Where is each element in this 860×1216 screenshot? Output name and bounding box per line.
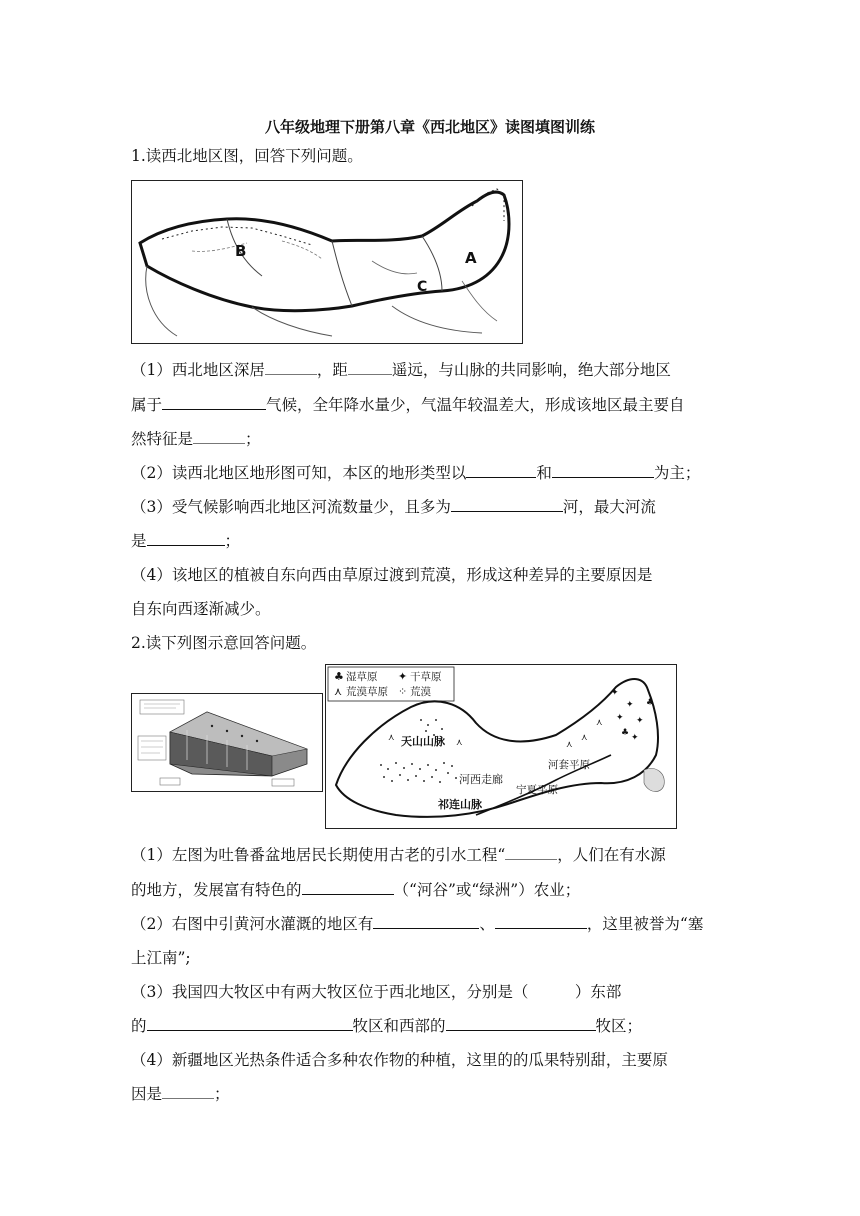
label-hetao-plain: 河套平原 bbox=[548, 759, 590, 771]
legend-desert-steppe: 荒漠草原 bbox=[346, 686, 388, 698]
legend-wet-steppe: 湿草原 bbox=[346, 671, 378, 683]
q2-p3-line2: 的 牧区和西部的 牧区； bbox=[131, 1017, 643, 1035]
svg-text:⁘: ⁘ bbox=[398, 685, 408, 698]
svg-text:✦: ✦ bbox=[616, 713, 624, 723]
blank-karez[interactable] bbox=[505, 845, 557, 860]
svg-text:⋏: ⋏ bbox=[388, 733, 395, 743]
blank-feature[interactable] bbox=[193, 429, 245, 444]
map-label-c: C bbox=[417, 279, 428, 295]
vegetation-map-drawing bbox=[326, 665, 676, 828]
svg-text:✦: ✦ bbox=[626, 700, 634, 710]
northwest-map bbox=[131, 180, 523, 344]
svg-text:♣: ♣ bbox=[646, 698, 655, 708]
q1-p4-line2: 自东向西逐渐减少。 bbox=[131, 600, 271, 618]
q2-p1-line2: 的地方，发展富有特色的 （“河谷”或“绿洲”）农业； bbox=[131, 881, 581, 899]
q2-p3-line1: （3）我国四大牧区中有两大牧区位于西北地区，分别是（ ）东部 bbox=[131, 983, 622, 1001]
map-label-a: A bbox=[465, 249, 477, 267]
label-hexi-corridor: 河西走廊 bbox=[459, 773, 503, 786]
blank-pasture-east[interactable] bbox=[147, 1016, 353, 1031]
q1-heading: 1.读西北地区图，回答下列问题。 bbox=[131, 147, 363, 165]
blank-terrain-1[interactable] bbox=[466, 463, 536, 478]
blank-melon-reason[interactable] bbox=[162, 1084, 214, 1099]
label-qilian: 祁连山脉 bbox=[438, 798, 482, 811]
q1-p3-line1: （3）受气候影响西北地区河流数量少，且多为 河，最大河流 bbox=[131, 498, 656, 516]
label-tianshan: 天山山脉 bbox=[401, 735, 445, 748]
q1-p4-line1: （4）该地区的植被自东向西由草原过渡到荒漠，形成这种差异的主要原因是 bbox=[131, 566, 653, 584]
svg-text:✦: ✦ bbox=[611, 688, 619, 698]
svg-text:♣: ♣ bbox=[621, 728, 630, 738]
q1-p3-line2: 是 ； bbox=[131, 532, 241, 550]
karez-diagram-drawing bbox=[132, 694, 322, 791]
blank-location[interactable] bbox=[265, 360, 317, 375]
q2-p2-line2: 上江南”; bbox=[131, 949, 191, 967]
blank-river-type[interactable] bbox=[451, 497, 563, 512]
svg-text:✦: ✦ bbox=[398, 670, 408, 683]
svg-text:✦: ✦ bbox=[631, 733, 639, 743]
map-label-b: B bbox=[235, 242, 247, 260]
svg-text:⋏: ⋏ bbox=[456, 738, 463, 748]
blank-largest-river[interactable] bbox=[147, 531, 225, 546]
svg-text:⋏: ⋏ bbox=[596, 718, 603, 728]
q2-p1-line1: （1）左图为吐鲁番盆地居民长期使用古老的引水工程“ ，人们在有水源 bbox=[131, 846, 666, 864]
blank-ocean[interactable] bbox=[348, 360, 392, 375]
q2-p2-line1: （2）右图中引黄河水灌溉的地区有 、 ，这里被誉为“塞 bbox=[131, 915, 704, 933]
q1-p1-line3: 然特征是 ； bbox=[131, 430, 261, 448]
blank-irrigation-1[interactable] bbox=[373, 914, 479, 929]
northwest-map-drawing bbox=[132, 181, 522, 343]
svg-text:⋏: ⋏ bbox=[334, 685, 343, 698]
page-title: 八年级地理下册第八章《西北地区》读图填图训练 bbox=[264, 118, 595, 136]
q1-p1-line1: （1）西北地区深居 ，距 遥远，与山脉的共同影响，绝大部分地区 bbox=[131, 361, 671, 379]
blank-terrain-2[interactable] bbox=[552, 463, 654, 478]
vegetation-map bbox=[325, 664, 677, 829]
karez-diagram bbox=[131, 693, 323, 792]
svg-text:✦: ✦ bbox=[636, 716, 644, 726]
blank-agriculture[interactable] bbox=[302, 880, 394, 895]
blank-pasture-west[interactable] bbox=[446, 1016, 596, 1031]
blank-climate[interactable] bbox=[162, 395, 266, 410]
svg-text:⋏: ⋏ bbox=[566, 740, 573, 750]
q2-p4-line1: （4）新疆地区光热条件适合多种农作物的种植，这里的的瓜果特别甜，主要原 bbox=[131, 1051, 668, 1069]
q1-p2: （2）读西北地区地形图可知，本区的地形类型以 和 为主； bbox=[131, 464, 701, 482]
legend-dry-steppe: 干草原 bbox=[410, 671, 442, 683]
svg-text:♣: ♣ bbox=[334, 670, 344, 683]
label-ningxia-plain: 宁夏平原 bbox=[516, 784, 558, 796]
legend-desert: 荒漠 bbox=[410, 686, 431, 698]
svg-text:⋏: ⋏ bbox=[581, 733, 588, 743]
q1-p1-line2: 属于 气候，全年降水量少，气温年较温差大，形成该地区最主要自 bbox=[131, 396, 685, 414]
blank-irrigation-2[interactable] bbox=[495, 914, 587, 929]
q2-p4-line2: 因是 ； bbox=[131, 1085, 230, 1103]
q2-heading: 2.读下列图示意回答问题。 bbox=[131, 634, 317, 652]
